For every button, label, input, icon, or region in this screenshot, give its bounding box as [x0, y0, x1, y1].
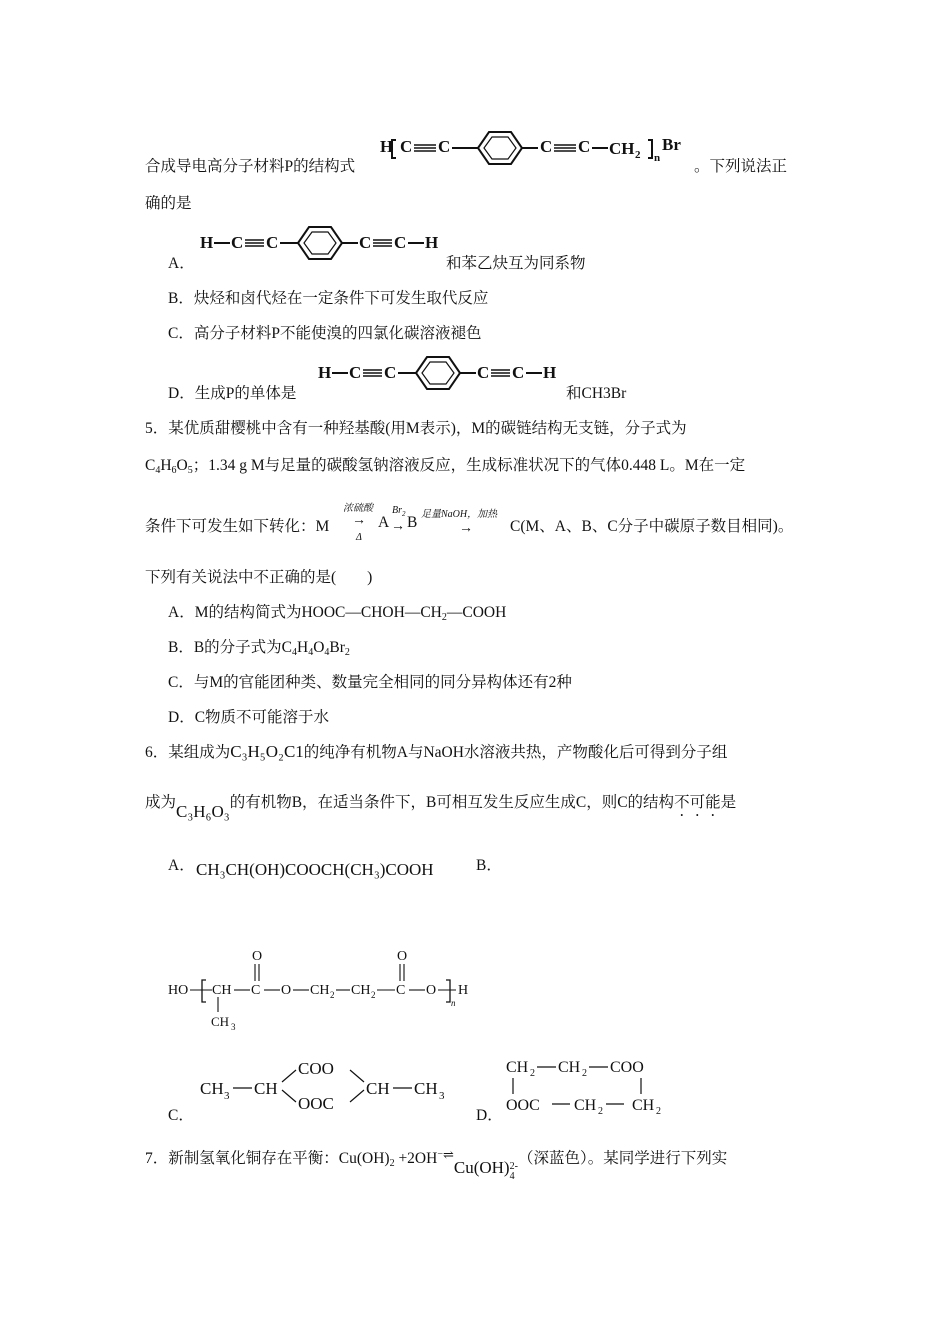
svg-text:H: H: [458, 983, 469, 998]
svg-text:O: O: [397, 949, 408, 964]
svg-text:CH: CH: [351, 983, 371, 998]
svg-text:O: O: [281, 983, 292, 998]
q5-cond1-top: 浓硫酸: [343, 503, 373, 514]
q5-option-b: B．B的分子式为$C_4H_4O_4Br_2$: [168, 639, 350, 658]
svg-text:CH: CH: [211, 1014, 230, 1029]
svg-text:C: C: [540, 137, 553, 156]
q5-line3-tail: C(M、A、B、C分子中碳原子数目相同)。: [510, 518, 794, 535]
q4-option-b: B．炔烃和卤代烃在一定条件下可发生取代反应: [168, 290, 489, 307]
q4-intro-line2: 确的是: [145, 195, 192, 212]
svg-text:O: O: [426, 983, 437, 998]
svg-text:CH: CH: [366, 1079, 390, 1098]
q5-option-d: D．C物质不可能溶于水: [168, 709, 330, 726]
q5-line4: 下列有关说法中不正确的是( ): [145, 569, 373, 586]
svg-text:2: 2: [330, 990, 335, 1000]
option-c-cyclic-lactide-structure: [196, 1052, 464, 1118]
q6-option-d-label: D．: [476, 1107, 503, 1124]
svg-text:C: C: [438, 137, 451, 156]
svg-text:O: O: [252, 949, 263, 964]
q5-option-a: A．M的结构简式为$HOOC—CHOH—CH_2—COOH$: [168, 604, 507, 623]
q5-cond3-top: 足量NaOH，加热: [421, 509, 498, 520]
svg-text:3: 3: [231, 1022, 236, 1032]
svg-text:CH: CH: [254, 1079, 278, 1098]
svg-text:3: 3: [439, 1090, 445, 1102]
svg-text:CH: CH: [609, 139, 635, 158]
svg-text:H: H: [318, 363, 332, 382]
svg-text:C: C: [231, 233, 244, 252]
svg-text:Br: Br: [662, 135, 681, 154]
q7-line1: 7．新制氢氧化铜存在平衡：$Cu(OH)_2$ +2OH−⇌Cu(OH) 2- 4 （深蓝色）。某同学进行下列实: [145, 1147, 728, 1182]
q5-line1: 5．某优质甜樱桃中含有一种羟基酸(用M表示)，M的碳链结构无支链，分子式为: [145, 420, 687, 437]
q5-arrow2: →: [391, 519, 405, 534]
svg-text:2: 2: [656, 1106, 661, 1117]
q6-option-c-label: C．: [168, 1107, 194, 1124]
svg-text:H: H: [543, 363, 557, 382]
svg-text:H: H: [380, 137, 394, 156]
svg-text:C: C: [512, 363, 525, 382]
option-a-structure: [198, 222, 446, 266]
svg-text:2: 2: [371, 990, 376, 1000]
option-d-ring-structure: [504, 1052, 676, 1118]
q5-arrow1: →: [352, 513, 366, 528]
svg-text:C: C: [266, 233, 279, 252]
svg-text:CH: CH: [558, 1059, 581, 1076]
q4-option-a-label: A．: [168, 255, 195, 272]
q4-option-a-text: 和苯乙炔互为同系物: [446, 255, 586, 272]
q5-cond2-top: $Br_2$: [392, 505, 406, 518]
svg-text:2: 2: [635, 149, 641, 161]
svg-text:C: C: [359, 233, 372, 252]
svg-text:C: C: [477, 363, 490, 382]
svg-text:2: 2: [598, 1106, 603, 1117]
svg-text:CH: CH: [310, 983, 330, 998]
q4-intro-right: 。下列说法正: [694, 158, 788, 175]
svg-text:2: 2: [582, 1068, 587, 1079]
svg-text:n: n: [654, 152, 661, 164]
q5-mid-a: A: [378, 514, 390, 531]
svg-text:C: C: [396, 983, 406, 998]
q4-option-d-tail: 和CH3Br: [566, 385, 627, 402]
q5-arrow3: →: [459, 521, 473, 536]
svg-text:C: C: [384, 363, 397, 382]
q5-line3-head: 条件下可发生如下转化：M: [145, 518, 330, 535]
svg-text:CH: CH: [200, 1079, 224, 1098]
svg-text:C: C: [400, 137, 413, 156]
svg-text:CH: CH: [506, 1059, 529, 1076]
equilibrium-arrow-icon: ⇌: [442, 1147, 454, 1162]
q4-option-d-label: D．生成P的单体是: [168, 385, 297, 402]
q5-mid-b: B: [407, 514, 418, 531]
svg-text:CH: CH: [632, 1097, 655, 1114]
polymer-p-structure: [378, 126, 698, 170]
svg-text:CH: CH: [212, 983, 232, 998]
svg-text:H: H: [200, 233, 214, 252]
svg-text:OOC: OOC: [298, 1094, 334, 1113]
q5-line2: $C_4H_6O_5$；1.34 g M与足量的碳酸氢钠溶液反应，生成标准状况下的气体0.448 L。M在一定: [145, 457, 746, 476]
q5-cond1-bottom: Δ: [356, 532, 362, 543]
svg-text:C: C: [578, 137, 591, 156]
option-d-monomer-structure: [316, 352, 564, 396]
svg-text:C: C: [349, 363, 362, 382]
svg-text:CH: CH: [414, 1079, 438, 1098]
svg-text:C: C: [251, 983, 261, 998]
svg-text:CH: CH: [574, 1097, 597, 1114]
q6-option-a-formula: CH₃CH(OH)COOCH(CH₃)COOH: [196, 860, 434, 879]
q6-line2: 成为C₃H₆O₃的有机物B，在适当条件下，B可相互发生反应生成C，则C的结构不可能是: [145, 794, 737, 821]
svg-text:2: 2: [530, 1068, 535, 1079]
q5-option-c: C．与M的官能团种类、数量完全相同的同分异构体还有2种: [168, 674, 572, 691]
q4-option-c: C．高分子材料P不能使溴的四氯化碳溶液褪色: [168, 325, 482, 342]
q6-line1: 6．某组成为C₃H₅O₂C1的纯净有机物A与NaOH水溶液共热，产物酸化后可得到分子组: [145, 742, 728, 761]
option-b-polyester-structure: [166, 944, 486, 1036]
svg-text:3: 3: [224, 1090, 230, 1102]
svg-text:OOC: OOC: [506, 1097, 540, 1114]
svg-text:HO: HO: [168, 983, 189, 998]
svg-text:COO: COO: [298, 1059, 334, 1078]
q6-option-a-label: A．: [168, 857, 195, 874]
q6-option-b-label: B．: [476, 857, 502, 874]
svg-text:n: n: [451, 998, 456, 1008]
svg-text:H: H: [425, 233, 439, 252]
svg-text:COO: COO: [610, 1059, 644, 1076]
q4-intro-left: 合成导电高分子材料P的结构式: [145, 158, 356, 175]
svg-text:C: C: [394, 233, 407, 252]
